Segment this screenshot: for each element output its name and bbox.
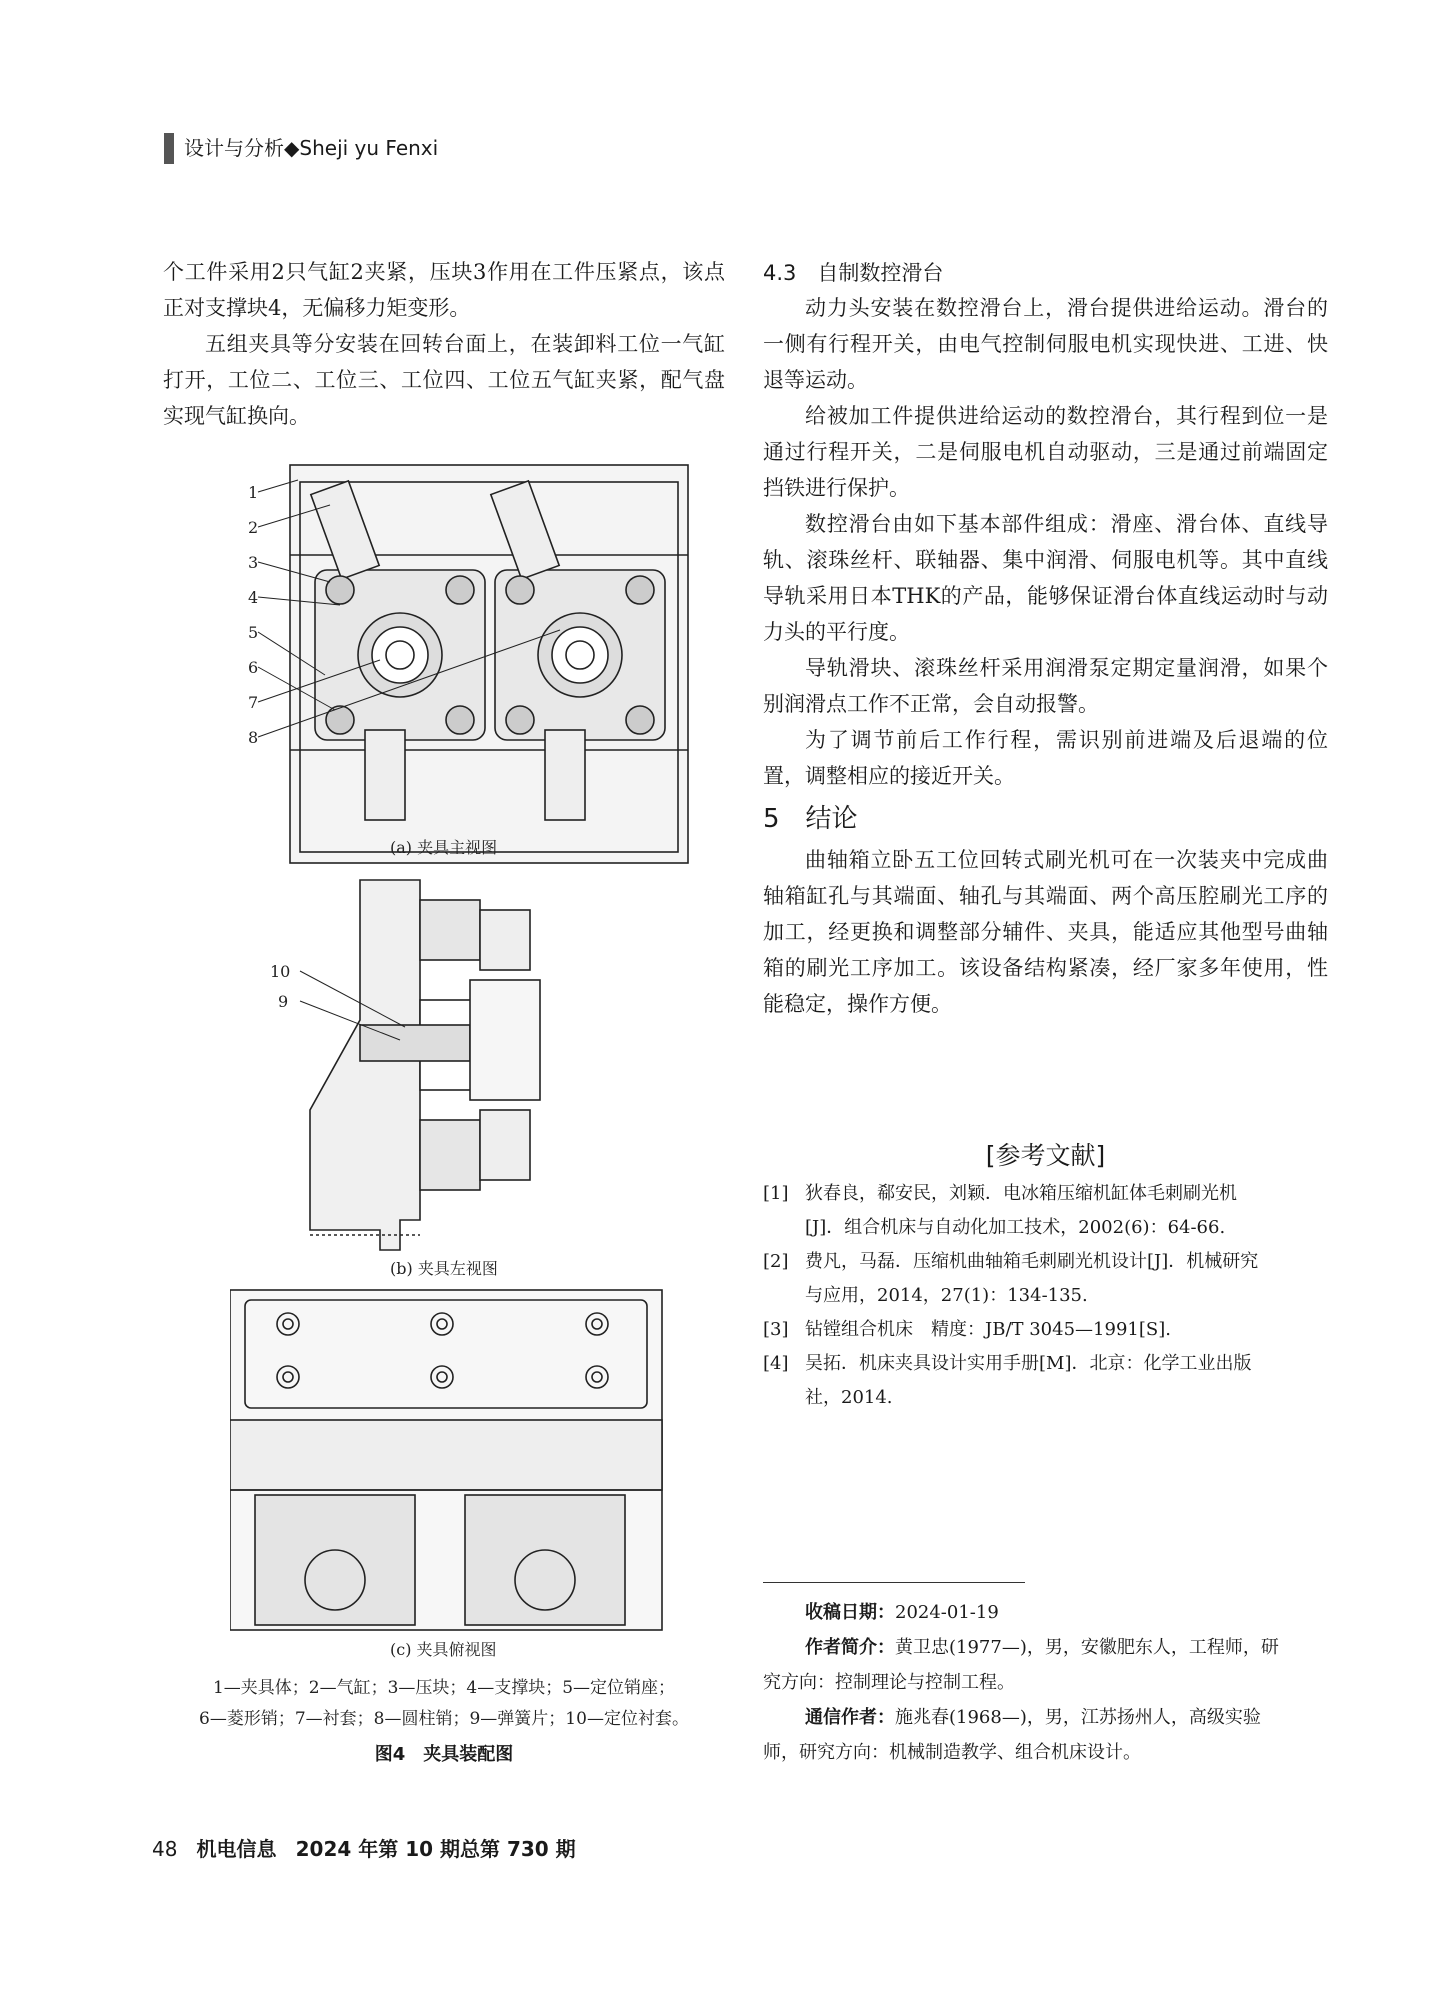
- section-5-heading: 5 结论: [763, 804, 858, 834]
- issue-info: 2024 年第 10 期总第 730 期: [295, 1837, 576, 1861]
- running-header: [184, 132, 438, 161]
- corr-line-2: 师，研究方向：机械制造教学、组合机床设计。: [763, 1742, 1141, 1763]
- fixture-left-view: [300, 880, 540, 1250]
- received-label: 收稿日期：: [805, 1602, 895, 1623]
- footnote-rule: [763, 1582, 1025, 1583]
- journal-name: 机电信息: [196, 1837, 277, 1861]
- right-paragraph-3: 数控滑台由如下基本部件组成：滑座、滑台体、直线导轨、滚珠丝杆、联轴器、集中润滑、伺服电机等。其中直线导轨采用日本THK的产品，能够保证滑台体直线运动时与动力头的平行度。: [763, 512, 1328, 644]
- reference-4: [763, 1347, 1328, 1415]
- caption-b: (b) 夹具左视图: [390, 1259, 498, 1278]
- ref-line-1: 狄春良，郗安民，刘颖．电冰箱压缩机缸体毛刺刷光机: [805, 1183, 1237, 1204]
- author-line-1: 黄卫忠(1977—)，男，安徽肥东人，工程师，研: [895, 1637, 1279, 1658]
- part-label-7: 7: [248, 693, 259, 712]
- author-line-2: 究方向：控制理论与控制工程。: [763, 1672, 1015, 1693]
- part-label-3: 3: [248, 553, 259, 572]
- article-meta: [763, 1595, 1328, 1770]
- part-label-10: 10: [270, 962, 291, 981]
- part-label-4: 4: [248, 588, 259, 607]
- part-label-6: 6: [248, 658, 259, 677]
- reference-1: [763, 1177, 1328, 1245]
- part-label-8: 8: [248, 728, 259, 747]
- ref-number: [4]: [763, 1353, 789, 1374]
- ref-line-2: 与应用，2014，27(1)：134-135.: [805, 1285, 1088, 1306]
- left-column-text: [163, 254, 725, 434]
- reference-2: [763, 1245, 1328, 1313]
- references-heading: [参考文献]: [985, 1141, 1106, 1170]
- figure-title: 图4 夹具装配图: [374, 1744, 514, 1765]
- header-section: 设计与分析: [184, 136, 284, 160]
- left-paragraph-1: 个工件采用2只气缸2夹紧，压块3作用在工件压紧点，该点正对支撑块4，无偏移力矩变形。: [163, 260, 725, 320]
- part-label-1: 1: [248, 483, 259, 502]
- right-paragraph-5: 为了调节前后工作行程，需识别前进端及后退端的位置，调整相应的接近开关。: [763, 728, 1328, 788]
- corresponding-author: [763, 1700, 1328, 1735]
- fixture-assembly-drawing: [230, 460, 700, 1670]
- ref-line-2: [J]．组合机床与自动化加工技术，2002(6)：64-66.: [805, 1217, 1226, 1238]
- right-paragraph-2: 给被加工件提供进给运动的数控滑台，其行程到位一是通过行程开关，二是伺服电机自动驱动，三是通过前端固定挡铁进行保护。: [763, 404, 1328, 500]
- fixture-top-view: [230, 1290, 662, 1630]
- ref-line-1: 吴拓．机床夹具设计实用手册[M]．北京：化学工业出版: [805, 1353, 1252, 1374]
- left-view-part-labels: [270, 962, 290, 1011]
- ref-number: [3]: [763, 1319, 789, 1340]
- left-paragraph-2: 五组夹具等分安装在回转台面上，在装卸料工位一气缸打开，工位二、工位三、工位四、工位五气缸夹紧，配气盘实现气缸换向。: [163, 332, 725, 428]
- author-bio: [763, 1630, 1328, 1665]
- references-list: [763, 1177, 1328, 1415]
- legend-line-2: 6—菱形销；7—衬套；8—圆柱销；9—弹簧片；10—定位衬套。: [199, 1709, 689, 1729]
- received-date: [763, 1595, 1328, 1630]
- figure-legend: [163, 1673, 725, 1735]
- part-label-5: 5: [248, 623, 259, 642]
- right-paragraph-6: 曲轴箱立卧五工位回转式刷光机可在一次装夹中完成曲轴箱缸孔与其端面、轴孔与其端面、两个高压腔刷光工序的加工，经更换和调整部分辅件、夹具，能适应其他型号曲轴箱的刷光工序加工。该设备结构紧凑，经厂家多年使用，性能稳定，操作方便。: [763, 848, 1328, 1016]
- ref-number: [2]: [763, 1251, 789, 1272]
- legend-line-1: 1—夹具体；2—气缸；3—压块；4—支撑块；5—定位销座；: [212, 1678, 676, 1698]
- page-footer: [152, 1833, 576, 1862]
- corr-label: 通信作者：: [805, 1707, 895, 1728]
- header-pinyin: Sheji yu Fenxi: [299, 136, 439, 160]
- ref-line-1: 费凡，马磊．压缩机曲轴箱毛刺刷光机设计[J]．机械研究: [805, 1251, 1259, 1272]
- reference-3: [763, 1313, 1328, 1347]
- right-paragraph-4: 导轨滑块、滚珠丝杆采用润滑泵定期定量润滑，如果个别润滑点工作不正常，会自动报警。: [763, 656, 1328, 716]
- page-number: 48: [152, 1837, 178, 1861]
- received-value: 2024-01-19: [895, 1602, 999, 1623]
- caption-c: (c) 夹具俯视图: [390, 1640, 497, 1659]
- corr-line-1: 施兆春(1968—)，男，江苏扬州人，高级实验: [895, 1707, 1261, 1728]
- caption-a: (a) 夹具主视图: [390, 838, 498, 857]
- main-view-part-labels: [248, 483, 258, 747]
- ref-line-2: 社，2014.: [805, 1387, 893, 1408]
- diamond-icon: ◆: [284, 136, 300, 160]
- part-label-2: 2: [248, 518, 259, 537]
- header-bar: [164, 133, 174, 164]
- ref-number: [1]: [763, 1183, 789, 1204]
- right-column-text: [763, 256, 1328, 1022]
- ref-line-1: 钻镗组合机床 精度：JB/T 3045—1991[S].: [805, 1319, 1171, 1340]
- fixture-main-view: [258, 465, 688, 863]
- part-label-9: 9: [278, 992, 289, 1011]
- right-paragraph-1: 动力头安装在数控滑台上，滑台提供进给运动。滑台的一侧有行程开关，由电气控制伺服电机实现快进、工进、快退等运动。: [763, 296, 1328, 392]
- author-label: 作者简介：: [805, 1637, 895, 1658]
- section-4-3-heading: 4.3 自制数控滑台: [763, 261, 944, 285]
